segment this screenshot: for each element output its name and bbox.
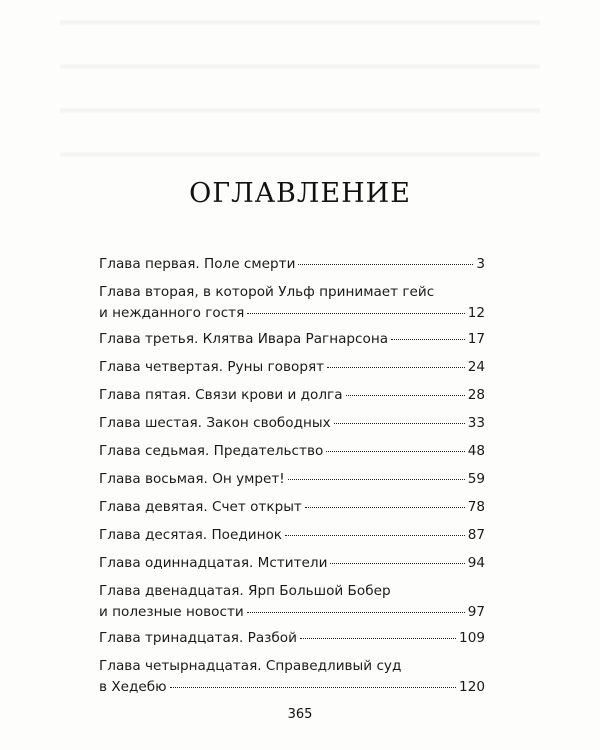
toc-entry-page: 24	[467, 359, 485, 375]
toc-entry-title: Глава шестая. Закон свободных	[99, 415, 331, 431]
toc-entry-title: и полезные новости	[99, 604, 244, 620]
toc-entry-line	[99, 385, 485, 406]
dot-leader	[247, 313, 464, 314]
toc-entry-page: 87	[467, 527, 485, 543]
toc-entry-line	[99, 677, 485, 698]
toc-entry[interactable]	[99, 282, 485, 329]
toc-entry-title: и нежданного гостя	[99, 305, 245, 321]
toc-entry-page: 109	[459, 630, 485, 646]
toc-entry-title: Глава четвертая. Руны говорят	[99, 359, 325, 375]
toc-entry-page: 120	[459, 679, 485, 695]
toc-entry[interactable]	[99, 385, 485, 413]
toc-entry-title: Глава тринадцатая. Разбой	[99, 630, 297, 646]
dot-leader	[247, 612, 465, 613]
toc-entry[interactable]	[99, 469, 485, 497]
toc-entry-page: 97	[467, 604, 485, 620]
toc-entry[interactable]	[99, 656, 485, 703]
dot-leader	[170, 687, 456, 688]
toc-entry-title: Глава одиннадцатая. Мстители	[99, 555, 328, 571]
toc-entry-title: Глава первая. Поле смерти	[99, 256, 296, 272]
toc-entry-page: 48	[467, 443, 485, 459]
toc-entry-line	[99, 628, 485, 649]
toc-entry-line	[99, 282, 485, 303]
toc-entry-page: 28	[467, 387, 485, 403]
toc-entry-title: Глава третья. Клятва Ивара Рагнарсона	[99, 331, 389, 347]
toc-entry-page: 94	[467, 555, 485, 571]
dot-leader	[300, 638, 456, 639]
toc-entry-page: 33	[467, 415, 485, 431]
toc-entry-line	[99, 329, 485, 350]
toc-entry-line	[99, 441, 485, 462]
toc-entry-title: Глава двенадцатая. Ярп Большой Бобер	[99, 583, 391, 599]
toc-entry-title: Глава десятая. Поединок	[99, 527, 283, 543]
toc-entry-title: Глава седьмая. Предательство	[99, 443, 324, 459]
toc-entry[interactable]	[99, 357, 485, 385]
dot-leader	[330, 563, 464, 564]
dot-leader	[285, 535, 465, 536]
toc-entry-page: 59	[467, 471, 485, 487]
toc-entry[interactable]	[99, 581, 485, 628]
toc-entry-line	[99, 303, 485, 324]
toc-entry-title: Глава четырнадцатая. Справедливый суд	[99, 658, 402, 674]
toc-entry-page: 12	[467, 305, 485, 321]
dot-leader	[288, 479, 465, 480]
toc-entry[interactable]	[99, 525, 485, 553]
toc-entry-title: Глава вторая, в которой Ульф принимает гейс	[99, 284, 435, 300]
page-number: 365	[287, 707, 313, 722]
toc-entry-title: Глава девятая. Счет открыт	[99, 499, 302, 515]
toc-entry[interactable]	[99, 254, 485, 282]
toc-entry-line	[99, 357, 485, 378]
toc-entry-line	[99, 602, 485, 623]
dot-leader	[334, 423, 465, 424]
toc-entry-line	[99, 413, 485, 434]
toc-entry-line	[99, 553, 485, 574]
dot-leader	[346, 395, 465, 396]
page-title: ОГЛАВЛЕНИЕ	[189, 178, 411, 209]
toc-entry-line	[99, 497, 485, 518]
toc-entry-title: Глава восьмая. Он умрет!	[99, 471, 285, 487]
dot-leader	[326, 451, 464, 452]
toc-entry-title: в Хедебю	[99, 679, 167, 695]
toc-entry-title: Глава пятая. Связи крови и долга	[99, 387, 343, 403]
toc-entry[interactable]	[99, 413, 485, 441]
dot-leader	[391, 339, 465, 340]
toc-entry-line	[99, 469, 485, 490]
dot-leader	[327, 367, 465, 368]
toc-entry[interactable]	[99, 553, 485, 581]
table-of-contents	[99, 254, 485, 703]
toc-entry[interactable]	[99, 329, 485, 357]
toc-entry-page: 17	[467, 331, 485, 347]
toc-entry[interactable]	[99, 441, 485, 469]
toc-entry-line	[99, 656, 485, 677]
dot-leader	[298, 264, 473, 265]
toc-entry[interactable]	[99, 497, 485, 525]
toc-entry-line	[99, 254, 485, 275]
toc-entry-line	[99, 581, 485, 602]
dot-leader	[305, 507, 465, 508]
toc-entry-line	[99, 525, 485, 546]
toc-entry-page: 3	[476, 256, 485, 272]
show-through-text	[60, 0, 540, 160]
toc-entry-page: 78	[467, 499, 485, 515]
toc-entry[interactable]	[99, 628, 485, 656]
